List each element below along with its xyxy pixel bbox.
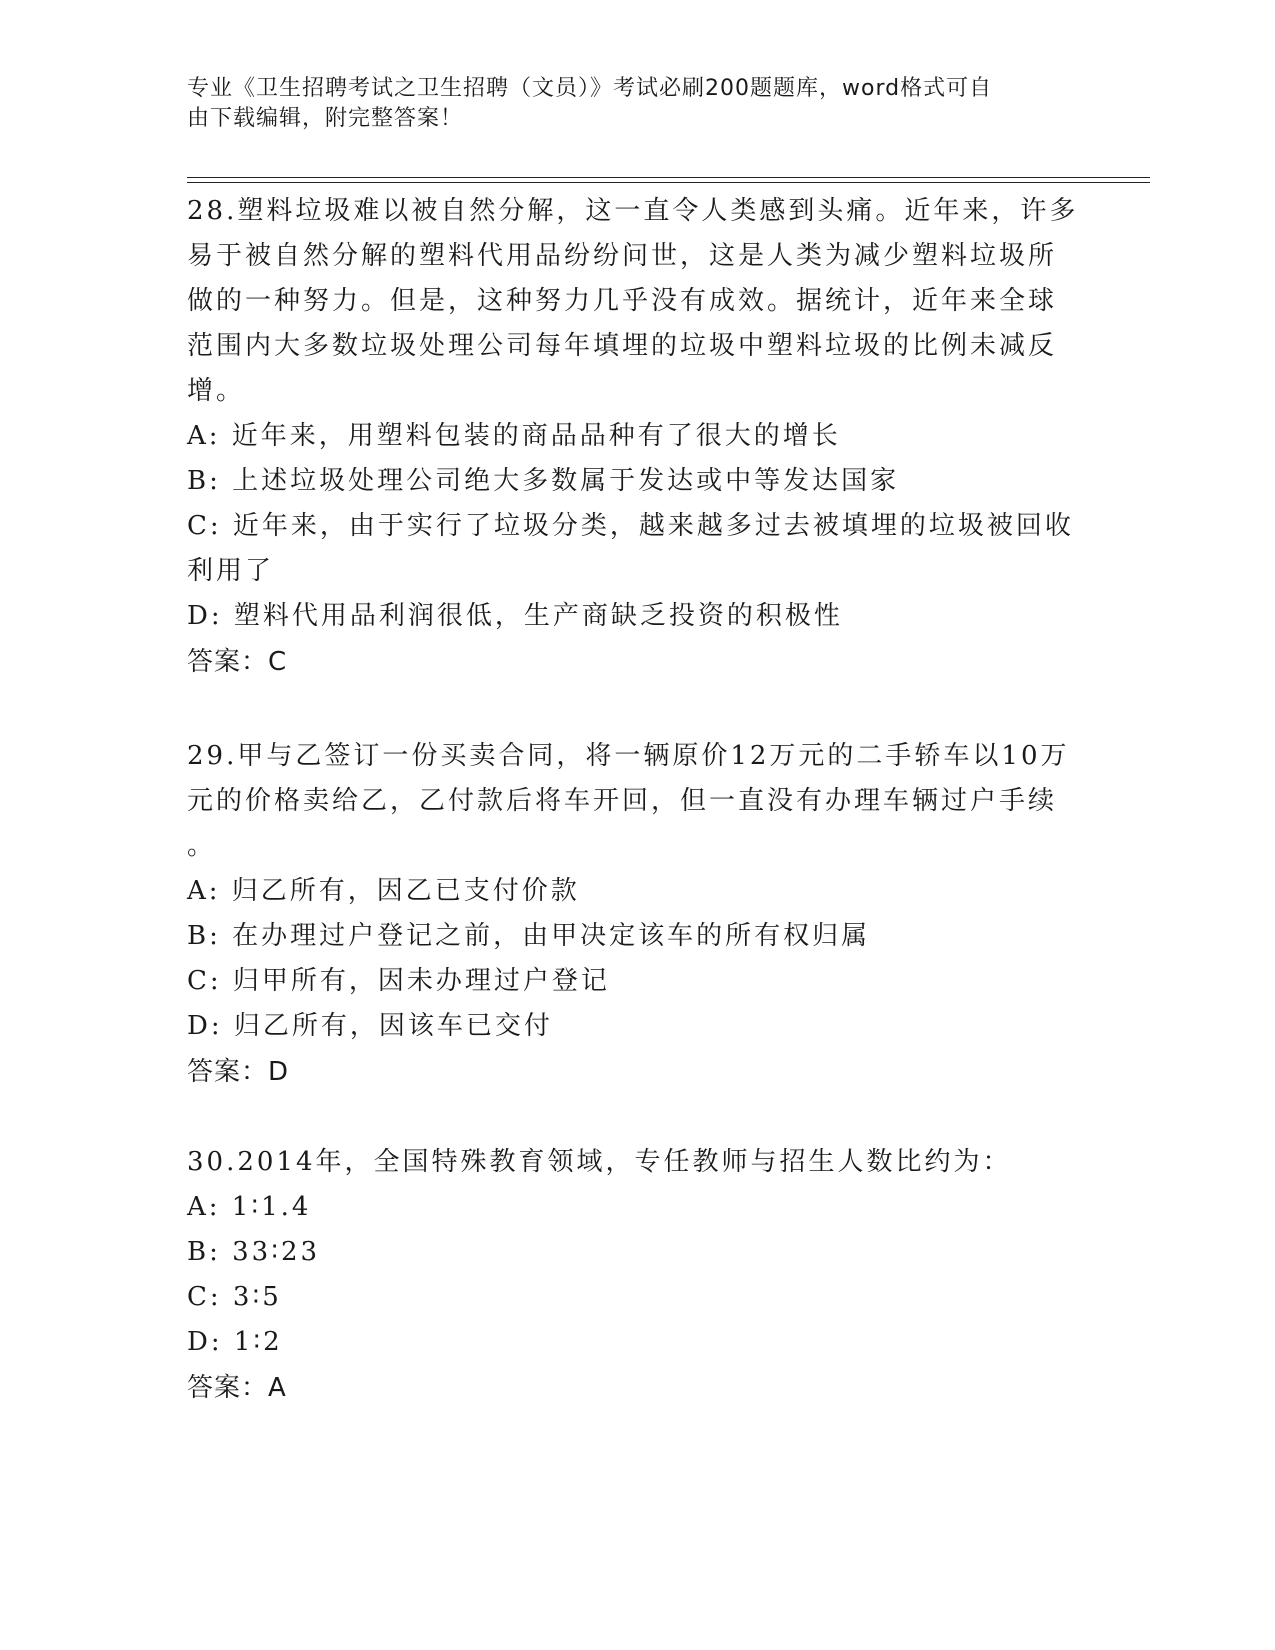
option-b: B: 在办理过户登记之前，由甲决定该车的所有权归属: [187, 921, 871, 951]
question-stem: 30.2014年，全国特殊教育领域，专任教师与招生人数比约为：: [187, 1147, 1012, 1177]
option-b: B: 33∶23: [187, 1237, 321, 1267]
option-d: D: 塑料代用品利润很低，生产商缺乏投资的积极性: [187, 601, 843, 631]
option-a: A: 近年来，用塑料包装的商品品种有了很大的增长: [187, 421, 841, 451]
option-b: B: 上述垃圾处理公司绝大多数属于发达或中等发达国家: [187, 466, 900, 496]
header-line-1: 专业《卫生招聘考试之卫生招聘（文员）》考试必刷200题题库，word格式可自: [187, 76, 993, 101]
question-28: [187, 189, 1087, 685]
question-30: [187, 1140, 1087, 1411]
question-stem: 29.甲与乙签订一份买卖合同，将一辆原价12万元的二手轿车以10万 元的价格卖给乙，乙付款后将车开回，但一直没有办理车辆过户手续 。: [187, 741, 1070, 861]
header-divider-bottom: [187, 182, 1150, 183]
header-line-2: 由下载编辑，附完整答案！: [187, 106, 464, 131]
option-a: A: 1∶1.4: [187, 1192, 312, 1222]
question-29: [187, 734, 1087, 1095]
answer: 答案：D: [187, 1057, 290, 1087]
option-d: D: 归乙所有，因该车已交付: [187, 1011, 553, 1041]
option-c: C: 近年来，由于实行了垃圾分类，越来越多过去被填埋的垃圾被回收 利用了: [187, 511, 1074, 586]
option-c: C: 3∶5: [187, 1282, 282, 1312]
answer: 答案：A: [187, 1373, 287, 1403]
option-d: D: 1∶2: [187, 1327, 283, 1357]
document-header: [187, 74, 1067, 134]
option-a: A: 归乙所有，因乙已支付价款: [187, 876, 580, 906]
header-divider-top: [187, 177, 1150, 178]
option-c: C: 归甲所有，因未办理过户登记: [187, 966, 610, 996]
answer: 答案：C: [187, 647, 288, 677]
question-stem: 28.塑料垃圾难以被自然分解，这一直令人类感到头痛。近年来，许多 易于被自然分解的塑料代用品纷纷问世，这是人类为减少塑料垃圾所 做的一种努力。但是，这种努力几乎没有成效。据统计，近年来全球 范围内大多数垃圾处理公司每年填埋的垃圾中塑料垃圾的比例未减反 增。: [187, 196, 1079, 406]
